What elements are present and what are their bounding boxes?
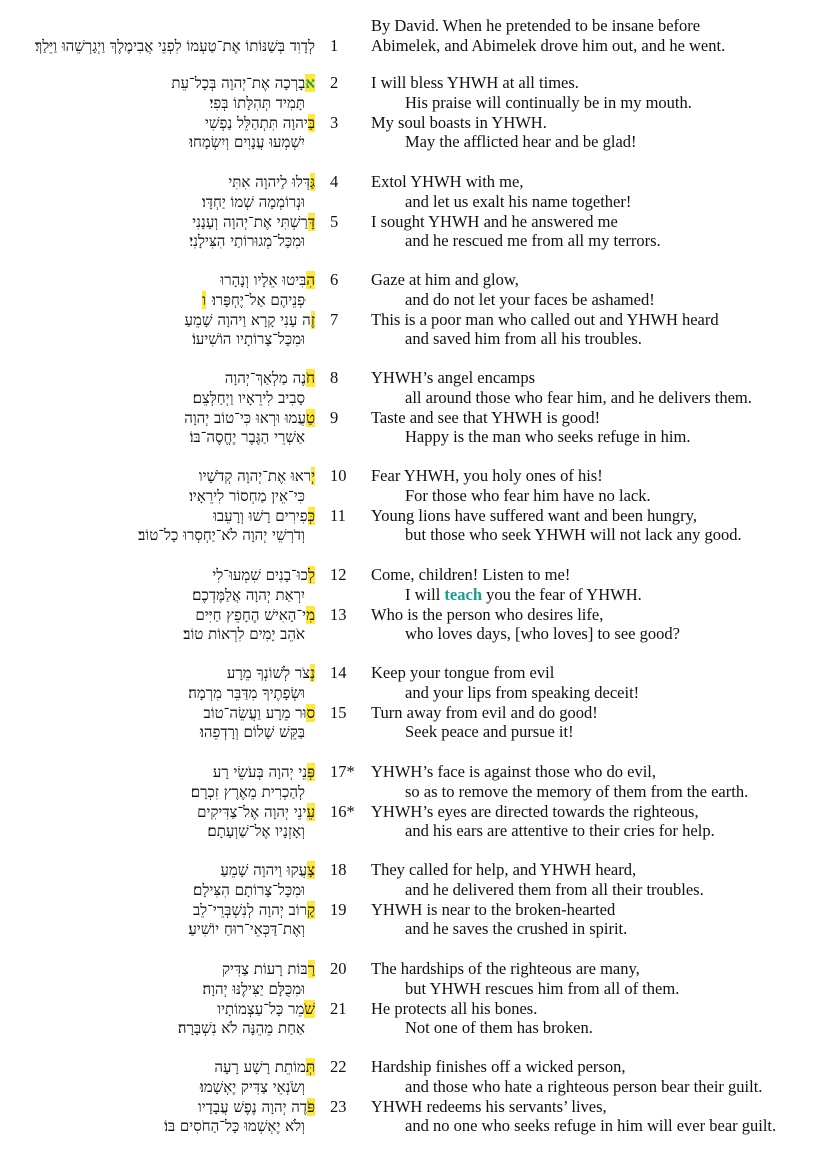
hebrew-line-continuation xyxy=(192,329,305,349)
verse-line-row xyxy=(0,231,825,251)
hebrew-line-continuation xyxy=(190,427,305,447)
verse-number: 7 xyxy=(330,309,339,329)
hebrew-text: ָרַשְׁתִּי אֶת־יְהוָה וְעָנָנִי xyxy=(192,212,308,231)
acrostic-letter: שׁ xyxy=(304,999,315,1018)
verse-line-row xyxy=(0,486,825,506)
verse-line-row xyxy=(0,919,825,939)
verse-line-row xyxy=(0,270,825,290)
english-line-continuation: His praise will continually be in my mouth. xyxy=(405,92,692,112)
verse-line-row xyxy=(0,113,825,133)
english-line: They called for help, and YHWH heard, xyxy=(371,860,637,879)
hebrew-line xyxy=(184,408,315,428)
hebrew-line xyxy=(198,1097,315,1117)
verse-line-row xyxy=(0,506,825,526)
hebrew-line xyxy=(227,663,315,683)
hebrew-text: כִּי־אֵין מַחְסוֹר לִירֵאָיו׃ xyxy=(189,486,305,505)
hebrew-line xyxy=(171,73,315,93)
hebrew-text: וּנְרוֹמְמָה שְׁמוֹ יַחְדָּו׃ xyxy=(201,192,305,211)
heading-verse-number: 1 xyxy=(330,36,339,55)
hebrew-text: וּשְׂפָתֶיךָ מִדַּבֵּר מִרְמָה׃ xyxy=(188,683,305,702)
hebrew-text: ֶה עָנִי קָרָא וַיהוָה שָׁמֵעַ xyxy=(184,310,311,329)
hebrew-line-continuation xyxy=(209,93,305,113)
acrostic-letter: ט xyxy=(305,408,315,427)
verse-number: 21 xyxy=(330,998,347,1018)
hebrew-line xyxy=(192,212,315,232)
verse-number: 11 xyxy=(330,505,346,525)
hebrew-text: ָרוֹב יְהוָה לְנִשְׁבְּרֵי־לֵב xyxy=(192,900,307,919)
hebrew-text: ֹנֶה מַלְאַךְ־יְהוָה xyxy=(224,369,307,387)
hebrew-text: ֵינֵי יְהוָה אֶל־צַדִּיקִים xyxy=(197,802,307,821)
english-line: YHWH’s face is against those who do evil, xyxy=(371,762,657,781)
heading-hebrew: לְדָוִד בְּשַׁנּוֹתוֹ אֶת־טַעְמוֹ לִפְנֵי אֲבִימֶלֶךְ וַיְגָרְשֵׁהוּ וַיֵּלַךְ׃ xyxy=(34,37,315,55)
hebrew-text: ְנֵי יְהוָה בְּעֹשֵׂי רָע xyxy=(212,763,308,781)
verse-line-row xyxy=(0,290,825,310)
hebrew-text: ִי־הָאִישׁ הֶחָפֵץ חַיִּים xyxy=(195,605,307,624)
acrostic-letter: י xyxy=(311,467,315,485)
english-line-continuation: and his ears are attentive to their cries for help. xyxy=(405,821,715,841)
english-line-continuation: and saved him from all his troubles. xyxy=(405,329,642,349)
hebrew-line xyxy=(205,113,315,133)
english-line-continuation: Seek peace and pursue it! xyxy=(405,722,574,742)
english-line: Taste and see that YHWH is good! xyxy=(371,407,601,427)
hebrew-text: ְכוּ־בָנִים שִׁמְעוּ־לִי xyxy=(212,566,308,584)
hebrew-line xyxy=(204,703,315,723)
hebrew-text: תָּמִיד תְּהִלָּתוֹ בְּפִי׃ xyxy=(209,93,305,112)
english-line: I sought YHWH and he answered me xyxy=(371,211,618,231)
acrostic-letter: ת xyxy=(305,1058,315,1076)
verse-number: 18 xyxy=(330,860,347,879)
hebrew-line-continuation xyxy=(203,979,305,999)
hebrew-line-continuation xyxy=(178,1018,305,1038)
english-line: Turn away from evil and do good! xyxy=(371,702,598,722)
english-line-continuation: who loves days, [who loves] to see good? xyxy=(405,624,680,644)
hebrew-line xyxy=(222,959,315,979)
hebrew-line-continuation xyxy=(189,486,305,506)
hebrew-text: וְדֹרְשֵׁי יְהוָה לֹא־יַחְסְרוּ כָל־טוֹב׃ xyxy=(138,526,305,545)
hebrew-text: ִבִּיטוּ אֵלָיו וְנָהָרוּ xyxy=(220,271,307,289)
hebrew-line-continuation xyxy=(183,624,305,644)
hebrew-text: ַיהוָה תִּתְהַלֵּל נַפְשִׁי xyxy=(204,113,308,132)
hebrew-line-continuation xyxy=(188,683,305,703)
english-line: YHWH’s eyes are directed towards the righteous, xyxy=(371,801,699,821)
hebrew-line xyxy=(217,999,315,1019)
hebrew-text: בָרְכָה אֶת־יְהוָה בְּכָל־עֵת xyxy=(171,74,306,92)
verse-number: 16* xyxy=(330,801,355,821)
english-line: This is a poor man who called out and YHWH heard xyxy=(371,309,719,329)
hebrew-text: וּמִכָּל־צָרוֹתָם הִצִּילָם׃ xyxy=(193,880,305,899)
heading-english-line-2: Abimelek, and Abimelek drove him out, and he went. xyxy=(371,36,726,55)
hebrew-line xyxy=(212,565,315,585)
verse-line-row xyxy=(0,212,825,232)
acrostic-letter: גּ xyxy=(310,173,315,191)
verse-line-row xyxy=(0,802,825,822)
emphasis-word: teach xyxy=(444,584,482,604)
verse-line-row xyxy=(0,782,825,802)
english-line: He protects all his bones. xyxy=(371,998,538,1018)
acrostic-letter: ר xyxy=(307,960,315,978)
hebrew-line-continuation xyxy=(191,782,305,802)
english-line: I will bless YHWH at all times. xyxy=(371,73,579,92)
hebrew-text: וְשֹׂנְאֵי צַדִּיק יֶאְשָׁמוּ׃ xyxy=(199,1077,305,1096)
hebrew-line-continuation xyxy=(207,821,305,841)
acrostic-letter-secondary: ו xyxy=(202,290,206,309)
verse-number: 10 xyxy=(330,466,347,485)
verse-line-row xyxy=(0,525,825,545)
acrostic-letter: ע xyxy=(306,802,315,821)
acrostic-letter: דּ xyxy=(307,212,315,231)
hebrew-line xyxy=(225,368,315,388)
hebrew-text: לְהַכְרִית מֵאֶרֶץ זִכְרָם׃ xyxy=(190,782,305,801)
verse-line-row xyxy=(0,663,825,683)
hebrew-text: וְלֹא יֶאְשְׁמוּ כָּל־הַחֹסִים בּוֹ׃ xyxy=(164,1117,305,1136)
english-line: The hardships of the righteous are many, xyxy=(371,959,640,978)
verse-line-row xyxy=(0,192,825,212)
acrostic-letter: נ xyxy=(310,664,315,682)
hebrew-line xyxy=(213,506,315,526)
hebrew-text: יִשְׁמְעוּ עֲנָוִים וְיִשְׂמָחוּ׃ xyxy=(189,133,305,152)
acrostic-letter: כּ xyxy=(307,506,315,525)
hebrew-line-continuation xyxy=(193,880,305,900)
verse-line-row xyxy=(0,565,825,585)
hebrew-text: ַדְּלוּ לַיהוָה אִתִּי xyxy=(228,173,311,191)
verse-line-row xyxy=(0,1018,825,1038)
hebrew-line-continuation xyxy=(189,132,305,152)
hebrew-text: אַשְׁרֵי הַגֶּבֶר יֶחֱסֶה־בּוֹ׃ xyxy=(189,428,305,447)
hebrew-line xyxy=(185,310,315,330)
verse-number: 17* xyxy=(330,762,355,781)
hebrew-line-continuation xyxy=(164,1116,305,1136)
verse-number: 14 xyxy=(330,663,347,682)
english-line: Come, children! Listen to me! xyxy=(371,565,571,584)
english-line-continuation xyxy=(405,585,642,605)
english-line: Keep your tongue from evil xyxy=(371,663,555,682)
english-line-continuation: but YHWH rescues him from all of them. xyxy=(405,978,680,998)
verse-line-row xyxy=(0,624,825,644)
hebrew-line-continuation xyxy=(202,192,305,212)
verse-line-row xyxy=(0,73,825,93)
hebrew-line xyxy=(228,172,315,192)
english-line: YHWH’s angel encamps xyxy=(371,368,536,387)
verse-line-row xyxy=(0,722,825,742)
heading-row-2 xyxy=(0,36,825,56)
verse-number: 3 xyxy=(330,112,339,132)
verse-line-row xyxy=(0,1077,825,1097)
hebrew-line-continuation xyxy=(138,525,305,545)
verse-line-row xyxy=(0,132,825,152)
verse-line-row xyxy=(0,408,825,428)
hebrew-text: וּמִכָּל־מְגוּרוֹתַי הִצִּילָנִי׃ xyxy=(189,232,305,251)
heading-english-line-1: By David. When he pretended to be insane before xyxy=(371,16,701,35)
hebrew-text: וּמִכָּל־צָרוֹתָיו הוֹשִׁיעוֹ׃ xyxy=(192,330,305,349)
english-line: Young lions have suffered want and been hungry, xyxy=(371,505,697,525)
english-line: YHWH redeems his servants’ lives, xyxy=(371,1096,607,1116)
verse-line-row xyxy=(0,999,825,1019)
english-line-continuation: and do not let your faces be ashamed! xyxy=(405,289,655,309)
verse-line-row xyxy=(0,466,825,486)
hebrew-text: ַעֲמוּ וּרְאוּ כִּי־טוֹב יְהוָה xyxy=(184,408,306,427)
hebrew-line xyxy=(220,860,315,880)
verse-number: 12 xyxy=(330,565,347,584)
hebrew-text: סָבִיב לִירֵאָיו וַיְחַלְּצֵם׃ xyxy=(192,388,305,407)
english-line-continuation: and those who hate a righteous person bear their guilt. xyxy=(405,1076,763,1096)
acrostic-letter: פ xyxy=(307,1097,315,1116)
verse-number: 15 xyxy=(330,702,347,722)
verse-line-row xyxy=(0,1116,825,1136)
hebrew-line-continuation xyxy=(189,231,305,251)
verse-number: 19 xyxy=(330,899,347,919)
acrostic-letter: ז xyxy=(310,310,315,329)
verse-line-row xyxy=(0,1097,825,1117)
hebrew-line-continuation xyxy=(200,1077,305,1097)
verse-line-row xyxy=(0,1057,825,1077)
verse-line-row xyxy=(0,93,825,113)
acrostic-letter: צ xyxy=(307,861,315,879)
verse-line-row xyxy=(0,172,825,192)
english-line-continuation: and he rescued me from all my terrors. xyxy=(405,231,661,251)
acrostic-letter: מ xyxy=(306,605,315,624)
english-line: Hardship finishes off a wicked person, xyxy=(371,1057,626,1076)
english-line: My soul boasts in YHWH. xyxy=(371,112,547,132)
hebrew-text: אַחַת מֵהֵנָּה לֹא נִשְׁבָּרָה׃ xyxy=(177,1019,305,1038)
english-line-continuation: but those who seek YHWH will not lack any good. xyxy=(405,525,742,545)
hebrew-text: ְצֹר לְשׁוֹנְךָ מֵרָע xyxy=(226,664,311,682)
hebrew-text: ְראוּ אֶת־יְהוָה קְדֹשָׁיו xyxy=(198,467,312,485)
hebrew-text: וְאֶת־דַּכְּאֵי־רוּחַ יוֹשִׁיעַ׃ xyxy=(188,920,305,939)
verse-number: 8 xyxy=(330,368,339,387)
verse-line-row xyxy=(0,388,825,408)
hebrew-line xyxy=(214,1057,315,1077)
english-line-continuation: Happy is the man who seeks refuge in him. xyxy=(405,427,691,447)
english-line: Gaze at him and glow, xyxy=(371,270,519,289)
english-line-continuation: and your lips from speaking deceit! xyxy=(405,682,640,702)
verse-line-row xyxy=(0,860,825,880)
hebrew-text: ֹמֵר כָּל־עַצְמוֹתָיו xyxy=(217,999,305,1018)
verse-number: 20 xyxy=(330,959,347,978)
acrostic-letter: ל xyxy=(307,566,315,584)
verse-line-row xyxy=(0,329,825,349)
hebrew-text: יִרְאַת יְהוָה אֲלַמֶּדְכֶם׃ xyxy=(192,585,305,604)
hebrew-text: ְּמוֹתֵת רָשָׁע רָעָה xyxy=(214,1058,306,1076)
verse-number: 4 xyxy=(330,172,339,191)
verse-number: 5 xyxy=(330,211,339,231)
verse-line-row xyxy=(0,880,825,900)
verse-line-row xyxy=(0,368,825,388)
verse-number: 22 xyxy=(330,1057,347,1076)
hebrew-line xyxy=(213,762,315,782)
verse-line-row xyxy=(0,900,825,920)
verse-line-row xyxy=(0,762,825,782)
verse-line-row xyxy=(0,605,825,625)
hebrew-text: ְפִירִים רָשׁוּ וְרָעֵבוּ xyxy=(213,506,308,525)
acrostic-letter: ה xyxy=(306,271,315,289)
english-text-after: you the fear of YHWH. xyxy=(482,584,642,604)
english-line-continuation: May the afflicted hear and be glad! xyxy=(405,132,637,152)
hebrew-text: וְאָזְנָיו אֶל־שַׁוְעָתָם׃ xyxy=(207,822,305,841)
english-line-continuation: and he saves the crushed in spirit. xyxy=(405,919,628,939)
english-line: Fear YHWH, you holy ones of his! xyxy=(371,466,603,485)
acrostic-letter: ס xyxy=(306,703,315,722)
verse-number: 23 xyxy=(330,1096,347,1116)
verse-number: 2 xyxy=(330,73,339,92)
hebrew-line xyxy=(195,605,315,625)
acrostic-letter: בּ xyxy=(307,113,315,132)
hebrew-text: אֹהֵב יָמִים לִרְאוֹת טוֹב׃ xyxy=(183,625,305,644)
verse-number: 9 xyxy=(330,407,339,427)
hebrew-line xyxy=(220,270,315,290)
verse-number: 13 xyxy=(330,604,347,624)
english-text-before: I will xyxy=(405,584,445,604)
heading-row xyxy=(0,16,825,36)
hebrew-text: ֹּדֶה יְהוָה נֶפֶשׁ עֲבָדָיו xyxy=(197,1097,308,1116)
hebrew-line-continuation xyxy=(193,388,305,408)
verse-line-row xyxy=(0,683,825,703)
acrostic-letter: א xyxy=(305,74,315,92)
hebrew-text: וּמִכֻּלָּם יַצִּילֶנּוּ יְהוָה׃ xyxy=(202,979,305,998)
hebrew-text: ּפְנֵיהֶם אַל־יֶחְפָּרוּ׃ xyxy=(211,290,305,309)
verse-line-row xyxy=(0,959,825,979)
english-line-continuation: Not one of them has broken. xyxy=(405,1018,593,1038)
english-line-continuation: and let us exalt his name together! xyxy=(405,191,632,211)
verse-line-row xyxy=(0,703,825,723)
hebrew-line-continuation xyxy=(188,919,305,939)
verse-line-row xyxy=(0,821,825,841)
hebrew-line xyxy=(199,466,315,486)
hebrew-line xyxy=(193,900,315,920)
english-line: Extol YHWH with me, xyxy=(371,172,524,191)
english-line-continuation: all around those who fear him, and he delivers them. xyxy=(405,387,752,407)
verse-line-row xyxy=(0,585,825,605)
hebrew-line-continuation xyxy=(202,290,305,310)
english-line-continuation: so as to remove the memory of them from the earth. xyxy=(405,781,749,801)
acrostic-letter: פּ xyxy=(307,763,315,781)
english-line-continuation: For those who fear him have no lack. xyxy=(405,485,651,505)
english-line-continuation: and he delivered them from all their troubles. xyxy=(405,879,704,899)
hebrew-line-continuation xyxy=(200,722,305,742)
hebrew-line xyxy=(197,802,315,822)
english-line: Who is the person who desires life, xyxy=(371,604,604,624)
english-line: YHWH is near to the broken-hearted xyxy=(371,899,616,919)
verse-number: 6 xyxy=(330,270,339,289)
hebrew-line-continuation xyxy=(192,585,305,605)
english-line-continuation: and no one who seeks refuge in him will ever bear guilt. xyxy=(405,1116,777,1136)
verse-line-row xyxy=(0,427,825,447)
hebrew-text: בַּקֵּשׁ שָׁלוֹם וְרָדְפֵהוּ׃ xyxy=(200,723,305,742)
acrostic-letter: ק xyxy=(306,900,315,919)
verse-line-row xyxy=(0,979,825,999)
hebrew-text: ַבּוֹת רָעוֹת צַדִּיק xyxy=(221,960,308,978)
acrostic-letter: ח xyxy=(306,369,315,387)
verse-line-row xyxy=(0,310,825,330)
hebrew-text: וּר מֵרָע וַעֲשֵׂה־טוֹב xyxy=(203,703,307,722)
hebrew-text: ָעֲקוּ וַיהוָה שָׁמֵעַ xyxy=(220,861,308,879)
